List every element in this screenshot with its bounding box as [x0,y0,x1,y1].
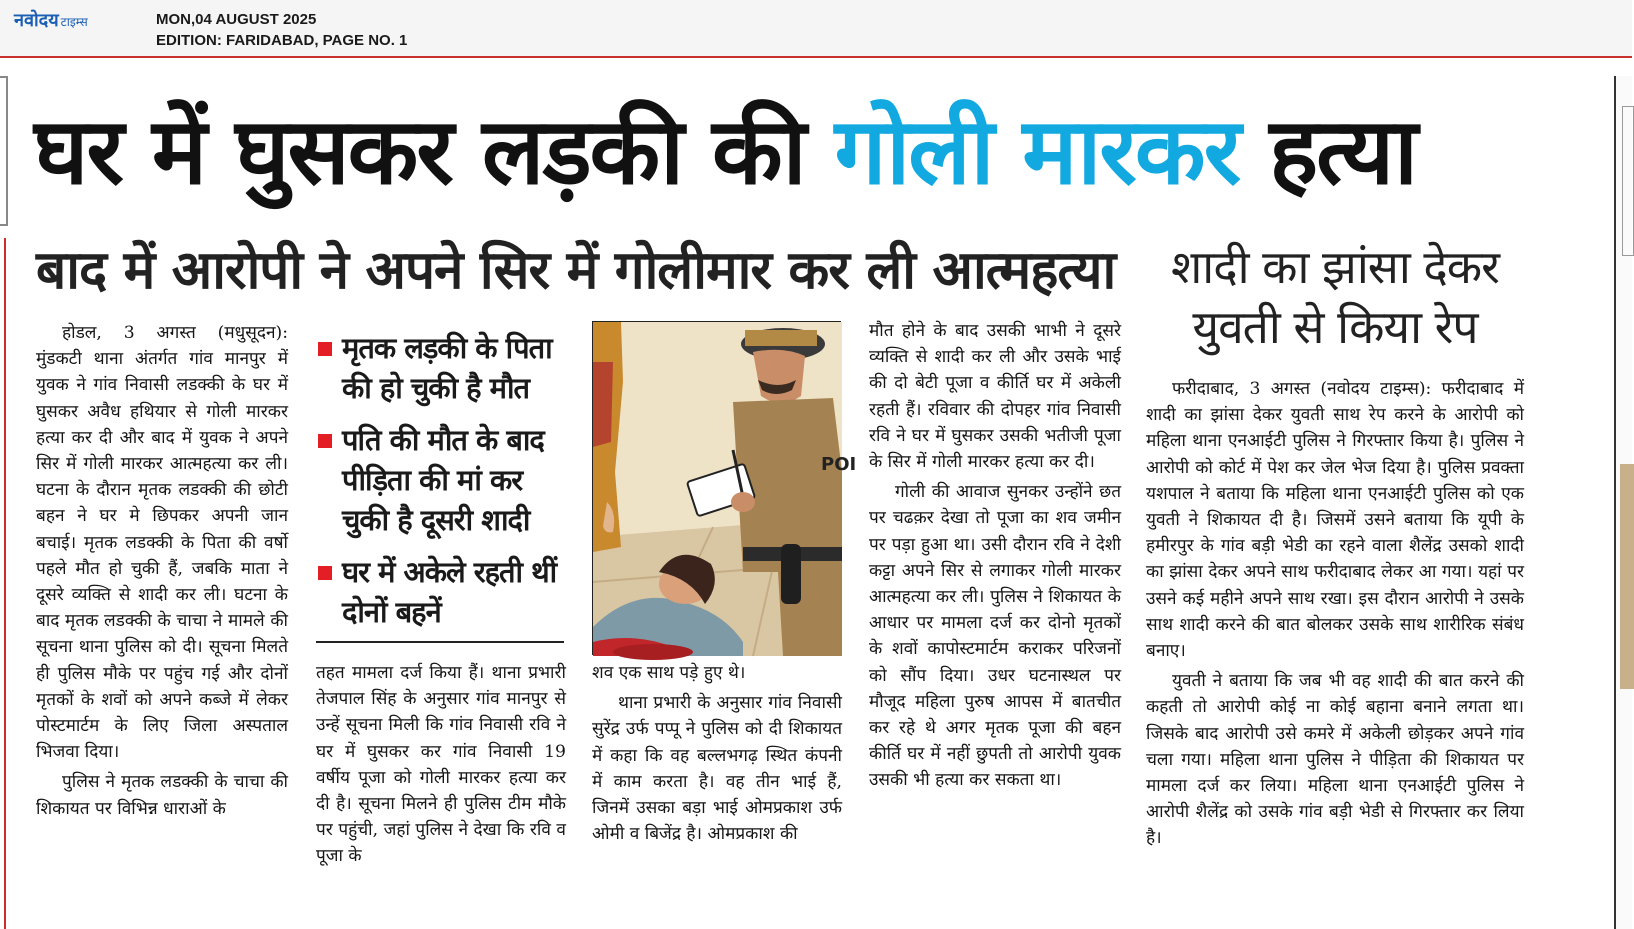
side-headline-line: युवती से किया रेप [1192,300,1478,354]
article-paragraph: थाना प्रभारी के अनुसार गांव निवासी सुरेंद्र उर्फ पप्पू ने पुलिस को दी शिकायत में कहा कि वह बल्लभगढ़ स्थित कंपनी में काम करता है। वह तीन भाई हैं, जिनमें उसका बड़ा भाई ओमप्रकाश उर्फ ओमी व बिजेंद्र है। ओमप्रकाश की [592,693,842,845]
highlight-item [318,328,568,408]
logo-subtext: टाइम्स [60,15,88,29]
article-paragraph: गोली की आवाज सुनकर उन्होंने छत पर चढक़र देखा तो पूजा का शव जमीन पर पड़ा हुआ था। उसी दौरान रवि ने देशी कट्टा अपने सिर से लगाकर गोली मारकर आत्महत्या कर ली। पुलिस ने शिकायत के आधार पर मामला दर्ज कर दोनो मृतकों के शवों कापोस्टमार्टम कराकर परिजनों को सौंप दिया। उधर घटनास्थल पर मौजूद महिला पुरुष आपस में बातचीत कर रहे थे अगर मृतक पूजा की बहन कीर्ति घर में नहीं छुपती तो आरोपी युवक उसकी भी हत्या कर सकता था। [869,482,1121,791]
article-paragraph: फरीदाबाद, 3 अगस्त (नवोदय टाइम्स): फरीदाबाद में शादी का झांसा देकर युवती साथ रेप करने के आरोपी को महिला थाना एनआईटी पुलिस ने गिरफ्तार किया है। पुलिस ने आरोपी को कोर्ट में पेश कर जेल भेज दिया है। पुलिस प्रवक्ता यशपाल ने बताया कि महिला थाना एनआईटी पुलिस को एक युवती ने शिकायत दी है। जिसमें उसने बताया कि यूपी के हमीरपुर के गांव बड़ी भेडी का रहने वाला शैलेंद्र उसको शादी का झांसा देकर अपने साथ फरीदाबाद लेकर आ गया। यहां पर उसने कई महीने अपने साथ रखा। इस दौरान आरोपी ने उसके साथ शादी करने की बात बोलकर उसके साथ शारीरिक संबंध बनाए। [1146,379,1524,662]
masthead-bar [0,0,1632,58]
article-paragraph: मौत होने के बाद उसकी भाभी ने दूसरे व्यक्ति से शादी कर ली और उसके भाई की दो बेटी पूजा व कीर्ति घर में अकेली रहती हैं। रविवार की दोपहर गांव निवासी रवि ने घर में घुसकर उसकी भतीजी पूजा के सिर में गोली मारकर हत्या कर दी। [869,321,1121,473]
logo-text: नवोदय [14,10,59,31]
section-divider [316,641,564,643]
article-paragraph: होडल, 3 अगस्त (मधुसूदन): मुंडकटी थाना अंतर्गत गांव मानपुर में युवक ने गांव निवासी लडक्की के घर में घुसकर अवैध हथियार से गोली मारकर हत्या कर दी और बाद में युवक ने अपने सिर में गोली मारकर आत्महत्या कर ली। घटना के दौरान मृतक लडक्की की छोटी बहन ने घर मे छिपकर अपनी जान बचाई। मृतक लडक्की के पिता की वर्षो पहले मौत हो चुकी हैं, जबकि माता ने दूसरे व्यक्ति से शादी कर ली। घटना के बाद मृतक लडक्की के चाचा ने मामले की सूचना थाना पुलिस को दी। सूचना मिलते ही पुलिस मौके पर पहुंच गई और दोनों मृतकों के शवों को अपने कब्जे में लेकर पोस्टमार्टम के लिए जिला अस्पताल भिजवा दिया। [36,323,288,763]
edition-date: MON,04 AUGUST 2025 [156,11,317,28]
side-headline-line: शादी का झांसा देकर [1171,240,1499,294]
red-square-icon [318,434,332,448]
highlight-item [318,552,568,632]
headline-highlight: गोली मारकर [834,98,1240,205]
red-square-icon [318,342,332,356]
edition-info [156,9,407,51]
adjacent-clip-right [1614,76,1632,929]
main-subheadline: बाद में आरोपी ने अपने सिर में गोलीमार कर ली आत्महत्या [36,240,1116,301]
headline-text-end: हत्या [1239,98,1416,205]
highlight-text: पति की मौत के बाद पीड़िता की मां कर चुकी है दूसरी शादी [342,423,544,537]
side-story-headline [1145,236,1525,358]
article-column-4 [869,318,1121,794]
highlight-text: घर में अकेले रहती थीं दोनों बहनें [342,555,557,629]
highlights-box [318,328,568,644]
illustration-svg [593,322,857,656]
red-square-icon [318,566,332,580]
article-paragraph: पुलिस ने मृतक लडक्की के चाचा की शिकायत पर विभिन्न धाराओं के [36,772,288,819]
article-paragraph: शव एक साथ पड़े हुए थे। [592,663,746,683]
highlight-item [318,420,568,540]
article-column-2 [316,660,566,870]
police-badge-text: POI [821,454,857,475]
adjacent-clip-left [0,76,8,226]
article-paragraph: तहत मामला दर्ज किया हैं। थाना प्रभारी तेजपाल सिंह के अनुसार गांव मानपुर से उन्हें सूचना मिली कि गांव निवासी रवि ने घर में घुसकर कर गांव निवासी 19 वर्षीय पूजा को गोली मारकर हत्या कर दी है। सूचना मिलने ही पुलिस टीम मौके पर पहुंची, जहां पुलिस ने देखा कि रवि व पूजा के [316,663,566,867]
adjacent-clip-left-rule [0,238,6,929]
crime-scene-illustration [592,321,857,655]
newspaper-logo[interactable] [14,8,88,32]
side-story-body [1146,376,1524,852]
article-column-1 [36,320,288,822]
highlight-text: मृतक लड़की के पिता की हो चुकी है मौत [342,331,552,405]
edition-page: EDITION: FARIDABAD, PAGE NO. 1 [156,32,408,49]
article-column-3 [592,660,842,847]
main-headline [34,92,1416,212]
article-paragraph: युवती ने बताया कि जब भी वह शादी की बात करने की कहती तो आरोपी कोई ना कोई बहाना बनाने लगता था। जिसके बाद आरोपी उसे कमरे में अकेली छोड़कर अपने गांव चला गया। महिला थाना पुलिस ने पीड़िता की शिकायत पर मामला दर्ज कर लिया। महिला थाना एनआईटी पुलिस ने आरोपी शैलेंद्र को उसके गांव बड़ी भेडी से गिरफ्तार कर लिया है। [1146,671,1524,849]
headline-text-start: घर में घुसकर लड़की की [34,98,835,205]
adjacent-clip-box [1622,106,1634,256]
adjacent-clip-photo [1620,464,1634,689]
